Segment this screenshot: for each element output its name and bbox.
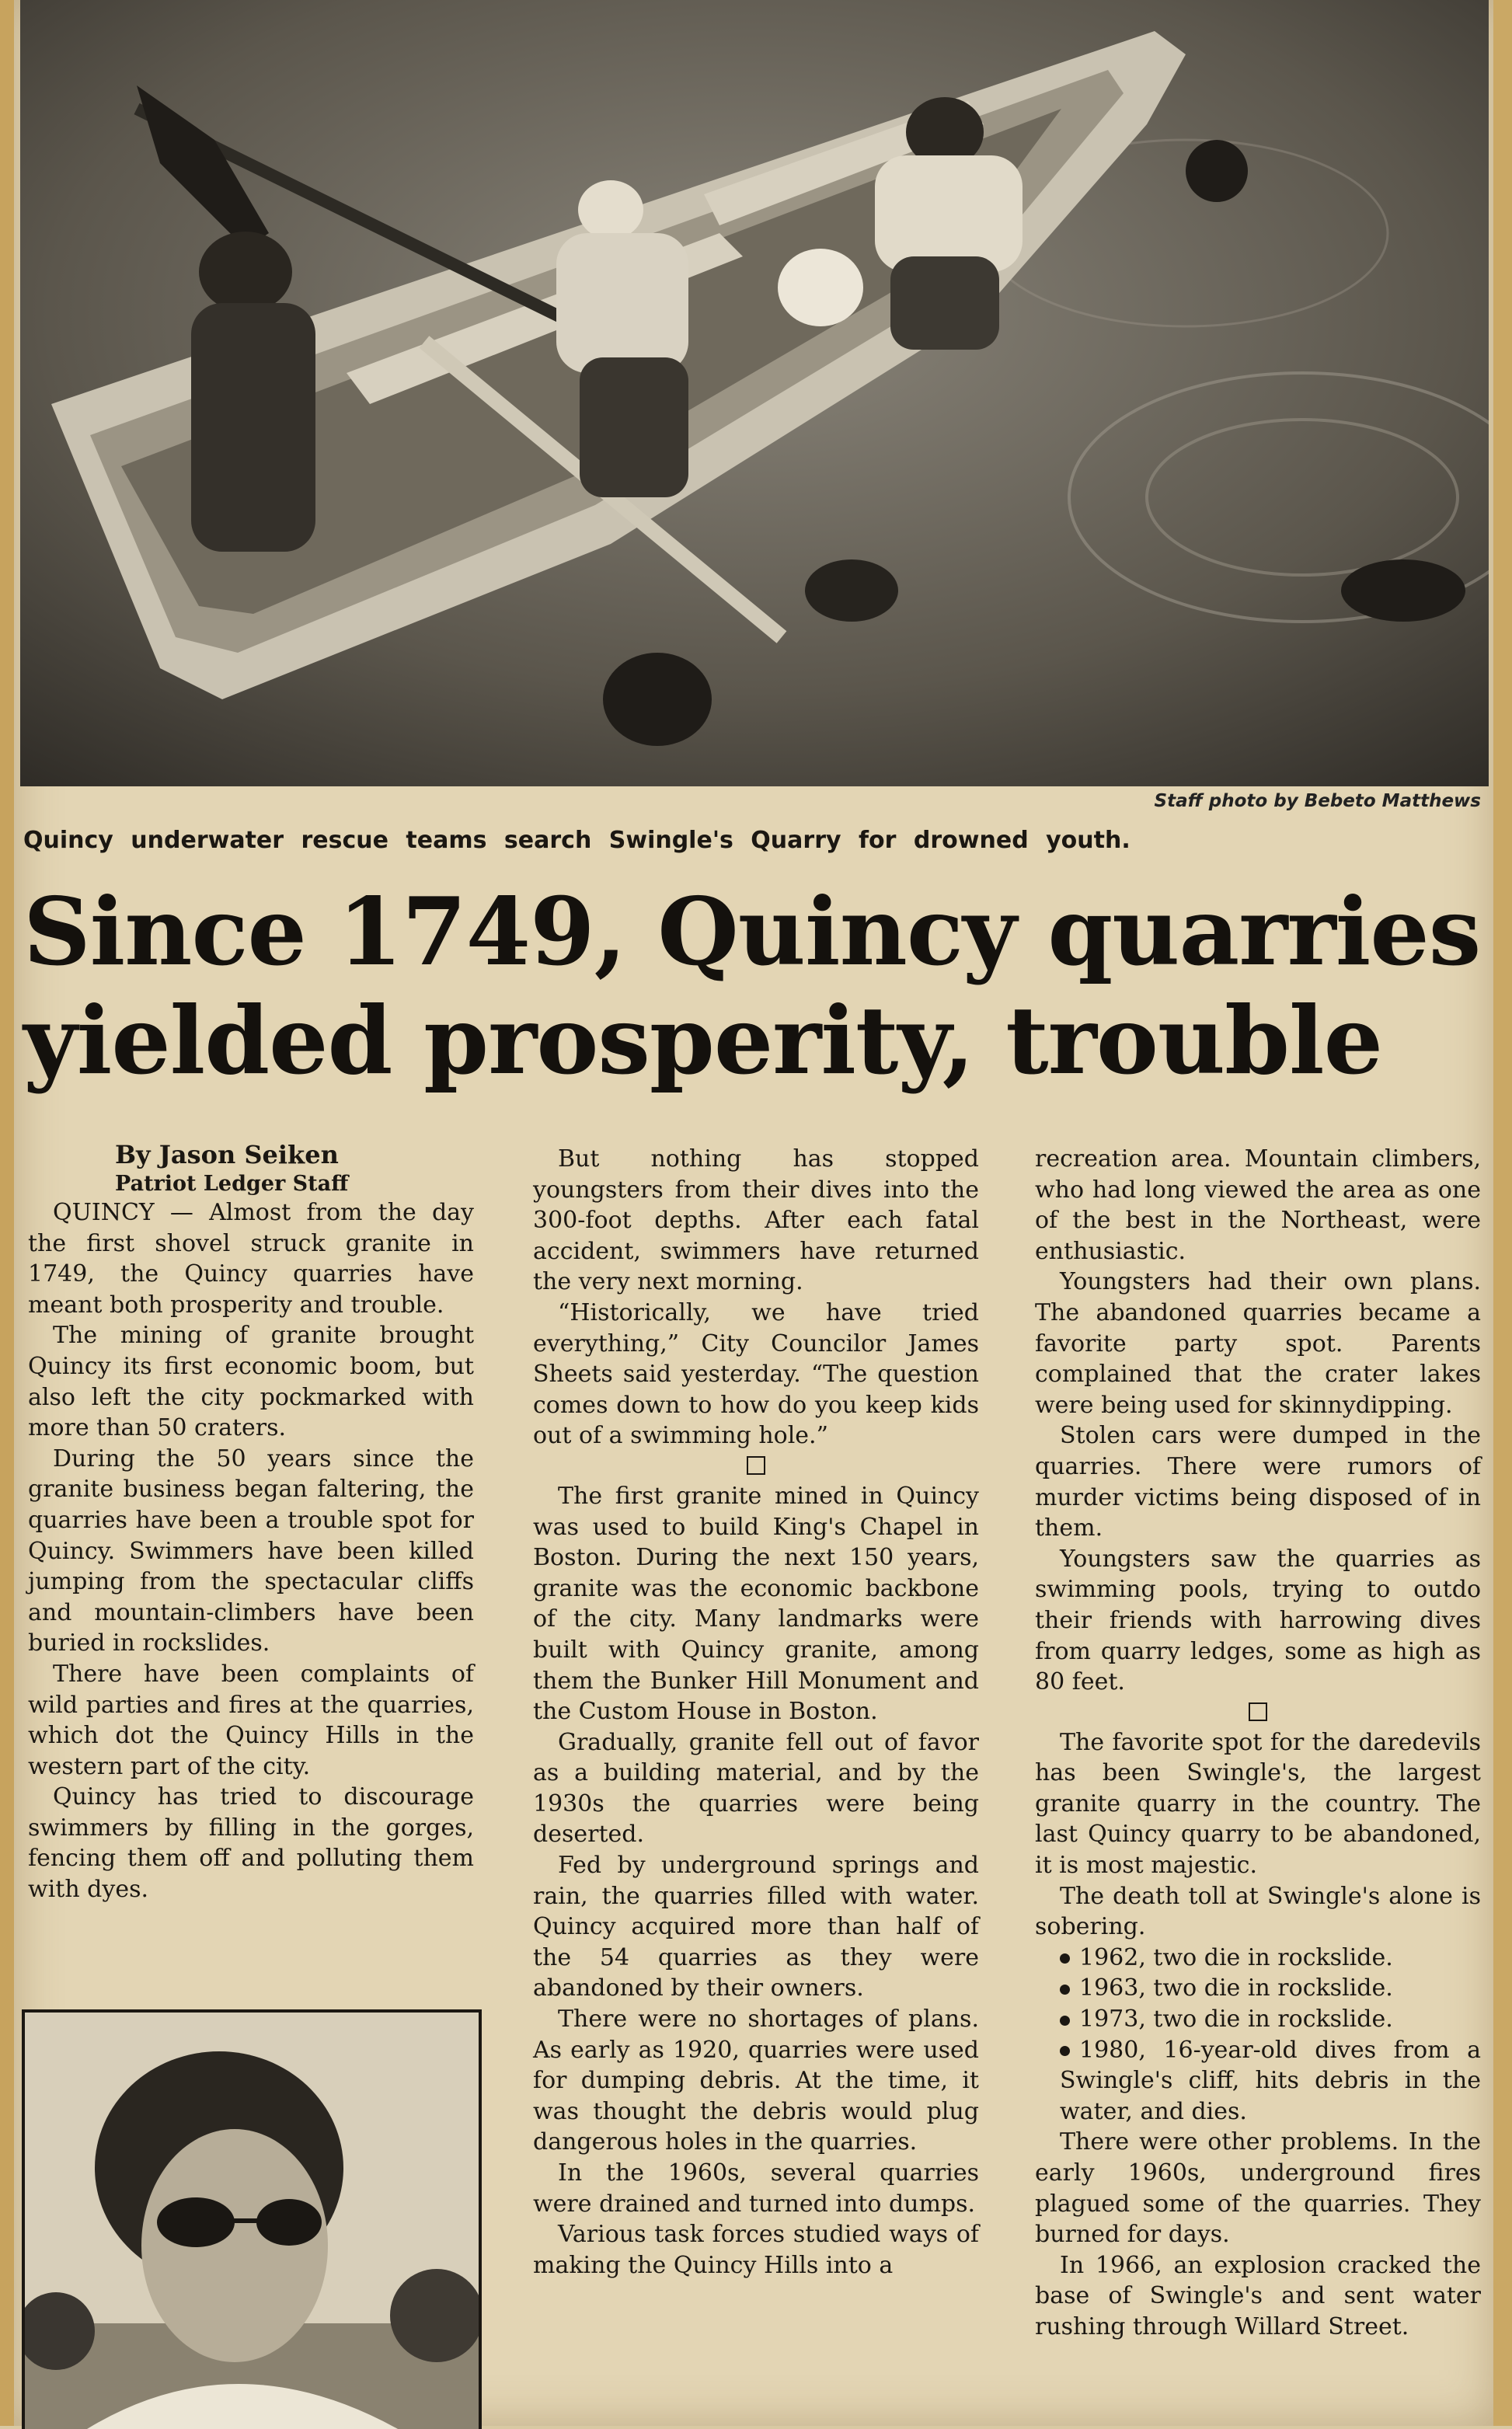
paragraph: QUINCY — Almost from the day the first shovel struck granite in 1749, the Quincy quarries have meant both prosperity and trouble. xyxy=(28,1199,474,1319)
paragraph: The favorite spot for the daredevils has been Swingle's, the largest granite quarry in the country. The last Quincy quarry to be abandoned, it is most majestic. xyxy=(1035,1728,1481,1880)
paragraph: There were other problems. In the early 1960s, underground fires plagued some of the quarries. They burned for days. xyxy=(1035,2128,1481,2249)
paragraph: There were no shortages of plans. As early as 1920, quarries were used for dumping debris. At the time, it was thought the debris would plug dangerous holes in the quarries. xyxy=(533,2006,979,2156)
death-toll-item xyxy=(1035,2035,1481,2128)
rescue-boat-image xyxy=(20,0,1489,786)
paragraph: The mining of granite brought Quincy its first economic boom, but also left the city pockmarked with more than 50 craters. xyxy=(28,1322,474,1442)
rescue-team-photo xyxy=(20,0,1489,786)
paragraph: Stolen cars were dumped in the quarries. There were rumors of murder victims being disposed of in them. xyxy=(1035,1422,1481,1542)
bullet-icon xyxy=(1060,2046,1070,2056)
paragraph: In 1966, an explosion cracked the base of Swingle's and sent water rushing through Willard Street. xyxy=(1035,2251,1481,2340)
paragraph: But nothing has stopped youngsters from their dives into the 300-foot depths. After each fatal accident, swimmers have returned the very next morning. xyxy=(533,1145,979,1296)
paragraph: Various task forces studied ways of making the Quincy Hills into a xyxy=(533,2221,979,2279)
death-toll-item xyxy=(1035,1973,1481,2004)
clipping-right-edge xyxy=(1493,0,1512,2426)
death-toll-text: 1973, two die in rockslide. xyxy=(1079,2006,1393,2033)
headline-line-1: Since 1749, Quincy quarries xyxy=(23,877,1481,987)
bullet-icon xyxy=(1060,1953,1070,1964)
death-toll-item xyxy=(1035,2004,1481,2035)
photo-caption: Quincy underwater rescue teams search Swingle's Quarry for drowned youth. xyxy=(23,827,1131,854)
paragraph: The death toll at Swingle's alone is sobering. xyxy=(1035,1882,1481,1941)
article-headline xyxy=(23,878,1484,1096)
paragraph: Gradually, granite fell out of favor as a building material, and by the 1930s the quarries were being deserted. xyxy=(533,1728,979,1849)
man-with-sunglasses-image xyxy=(25,2013,479,2429)
paragraph: Fed by underground springs and rain, the quarries filled with water. Quincy acquired more than half of the 54 quarries as they were abandoned by their owners. xyxy=(533,1852,979,2002)
headline-line-2: yielded prosperity, trouble xyxy=(23,986,1382,1096)
article-column-2 xyxy=(533,1144,979,2281)
section-break-box xyxy=(747,1456,765,1475)
author-affiliation: Patriot Ledger Staff xyxy=(115,1172,349,1196)
paragraph: “Historically, we have tried everything,” City Councilor James Sheets said yesterday. “The question comes down to how do you keep kids out of a swimming hole.” xyxy=(533,1298,979,1450)
portrait-photo xyxy=(22,2009,482,2429)
paragraph: In the 1960s, several quarries were drained and turned into dumps. xyxy=(533,2159,979,2218)
death-toll-text: 1963, two die in rockslide. xyxy=(1079,1974,1393,2002)
article-column-1 xyxy=(28,1138,474,1905)
photo-credit: Staff photo by Bebeto Matthews xyxy=(1154,791,1481,811)
bullet-icon xyxy=(1060,1985,1070,1995)
paragraph: During the 50 years since the granite business began faltering, the quarries have been a trouble spot for Quincy. Swimmers have been killed jumping from the spectacular cliffs and mountain-climbers have been buried in rockslides. xyxy=(28,1445,474,1657)
paragraph: Youngsters saw the quarries as swimming pools, trying to outdo their friends with harrowing dives from quarry ledges, some as high as 80 feet. xyxy=(1035,1545,1481,1696)
paragraph: Youngsters had their own plans. The abandoned quarries became a favorite party spot. Parents complained that the crater lakes were being used for skinnydipping. xyxy=(1035,1268,1481,1419)
article-column-3 xyxy=(1035,1144,1481,2343)
death-toll-text: 1980, 16-year-old dives from a Swingle's cliff, hits debris in the water, and dies. xyxy=(1060,2036,1481,2125)
paragraph: The first granite mined in Quincy was used to build King's Chapel in Boston. During the next 150 years, granite was the economic backbone of the city. Many landmarks were built with Quincy granite, among them the Bunker Hill Monument and the Custom House in Boston. xyxy=(533,1482,979,1726)
paragraph: There have been complaints of wild parties and fires at the quarries, which dot the Quincy Hills in the western part of the city. xyxy=(28,1660,474,1780)
death-toll-text: 1962, two die in rockslide. xyxy=(1079,1943,1393,1971)
author-name: By Jason Seiken xyxy=(115,1140,339,1169)
paragraph: Quincy has tried to discourage swimmers by filling in the gorges, fencing them off and polluting them with dyes. xyxy=(28,1783,474,1904)
byline xyxy=(28,1138,474,1197)
death-toll-item xyxy=(1035,1943,1481,1974)
paragraph: recreation area. Mountain climbers, who had long viewed the area as one of the best in the Northeast, were enthusiastic. xyxy=(1035,1145,1481,1265)
section-break-box xyxy=(1249,1702,1267,1721)
bullet-icon xyxy=(1060,2016,1070,2026)
